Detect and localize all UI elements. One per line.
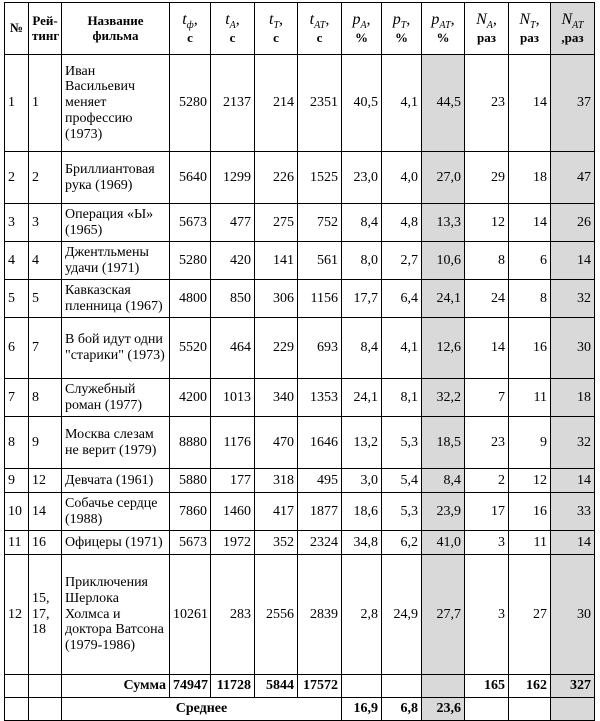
cell-tt: 141: [255, 242, 298, 280]
header-nt-unit: раз: [520, 30, 539, 46]
header-na-sym: N: [476, 11, 487, 29]
cell-rating: 15, 17, 18: [29, 555, 62, 675]
cell-title: Джентльмены удачи (1971): [62, 242, 170, 280]
cell-nt: 27: [509, 555, 551, 675]
table-row: [5, 55, 595, 152]
table-wrapper: [4, 2, 595, 721]
cell-pat: 23,9: [422, 493, 465, 531]
cell-pat: 41,0: [422, 531, 465, 555]
cell-pt: 24,9: [382, 555, 422, 675]
cell-no: 3: [5, 204, 29, 242]
header-na: $N_A$, раз: [465, 3, 509, 55]
cell-pa: 8,4: [342, 204, 382, 242]
header-ta-unit: с: [229, 30, 236, 46]
cell-pa: 8,0: [342, 242, 382, 280]
cell-no: 11: [5, 531, 29, 555]
cell-nat: 32: [551, 417, 595, 469]
cell-tt: 229: [255, 318, 298, 379]
header-tat-sym: t: [309, 11, 315, 29]
cell-pat: 24,1: [422, 280, 465, 318]
cell-pt: 2,7: [382, 242, 422, 280]
cell-title: Иван Васильевич меняет профессию (1973): [62, 55, 170, 152]
cell-no: 2: [5, 152, 29, 204]
header-tf: $t_ф$, с: [170, 3, 211, 55]
header-pt-unit: %: [395, 30, 408, 46]
cell-tt: 318: [255, 469, 298, 493]
cell-ta: 1176: [211, 417, 255, 469]
cell-rating: 2: [29, 152, 62, 204]
cell-pt: 6,4: [382, 280, 422, 318]
cell-no: 4: [5, 242, 29, 280]
header-ta-sym: t: [225, 11, 230, 29]
header-ta-sub: A: [229, 20, 236, 32]
header-pat-unit: %: [436, 30, 450, 46]
cell-tf: 4200: [170, 379, 211, 417]
cell-title: В бой идут одни "старики" (1973): [62, 318, 170, 379]
cell-pt: 5,3: [382, 417, 422, 469]
cell-nat: 18: [551, 379, 595, 417]
header-title: [62, 3, 170, 55]
cell-tat: 1353: [298, 379, 342, 417]
cell-pat: 12,6: [422, 318, 465, 379]
cell-rating: 4: [29, 242, 62, 280]
cell-na: 8: [465, 242, 509, 280]
header-tat: $t_{AT}$, с: [298, 3, 342, 55]
sum-tat: 17572: [298, 675, 342, 698]
cell-nat: 14: [551, 242, 595, 280]
cell-ta: 177: [211, 469, 255, 493]
cell-na: 3: [465, 555, 509, 675]
cell-title: Операция «Ы» (1965): [62, 204, 170, 242]
header-tat-unit: с: [316, 30, 323, 46]
avg-pt: 6,8: [382, 698, 422, 721]
cell-rating: 16: [29, 531, 62, 555]
header-nat-sym: N: [561, 11, 573, 29]
header-nt-sub: T: [530, 20, 536, 32]
avg-empty-nt: [509, 698, 551, 721]
table-row: [5, 318, 595, 379]
cell-title: Собачье сердце (1988): [62, 493, 170, 531]
cell-nat: 14: [551, 469, 595, 493]
cell-tat: 1156: [298, 280, 342, 318]
sum-na: 165: [465, 675, 509, 698]
cell-na: 17: [465, 493, 509, 531]
avg-empty-na: [465, 698, 509, 721]
cell-pa: 2,8: [342, 555, 382, 675]
header-pa: $p_A$, %: [342, 3, 382, 55]
cell-rating: 7: [29, 318, 62, 379]
header-pa-sym: p: [352, 11, 361, 29]
header-pat-sub: AT: [439, 20, 451, 32]
cell-tf: 5640: [170, 152, 211, 204]
sum-ta: 11728: [211, 675, 255, 698]
header-nat: [551, 3, 595, 55]
cell-no: 1: [5, 55, 29, 152]
header-rating: Рей-тинг: [29, 3, 62, 55]
cell-tat: 1525: [298, 152, 342, 204]
cell-pt: 5,3: [382, 493, 422, 531]
header-ta: $t_A$, с: [211, 3, 255, 55]
film-statistics-table: [4, 2, 595, 721]
cell-ta: 1299: [211, 152, 255, 204]
table-row: [5, 204, 595, 242]
sum-empty-pat: [422, 675, 465, 698]
cell-tf: 8880: [170, 417, 211, 469]
table-row: [5, 242, 595, 280]
cell-pt: 4,8: [382, 204, 422, 242]
sum-empty-no: [5, 675, 29, 698]
cell-title: Кавказская пленница (1967): [62, 280, 170, 318]
cell-na: 24: [465, 280, 509, 318]
sum-tt: 5844: [255, 675, 298, 698]
cell-tat: 752: [298, 204, 342, 242]
cell-nt: 18: [509, 152, 551, 204]
cell-pt: 5,4: [382, 469, 422, 493]
cell-no: 6: [5, 318, 29, 379]
cell-nt: 9: [509, 417, 551, 469]
table-row: [5, 417, 595, 469]
cell-tt: 214: [255, 55, 298, 152]
cell-rating: 5: [29, 280, 62, 318]
cell-nt: 6: [509, 242, 551, 280]
cell-ta: 464: [211, 318, 255, 379]
cell-nat: 33: [551, 493, 595, 531]
header-tt: $t_T$, с: [255, 3, 298, 55]
header-pt-sub: T: [400, 20, 407, 32]
avg-row: [5, 698, 595, 721]
cell-tt: 275: [255, 204, 298, 242]
cell-nat: 30: [551, 318, 595, 379]
cell-na: 14: [465, 318, 509, 379]
cell-nat: 14: [551, 531, 595, 555]
header-title-line1: Название: [87, 12, 144, 28]
sum-label: Сумма: [62, 675, 170, 698]
cell-rating: 9: [29, 417, 62, 469]
cell-pat: 27,7: [422, 555, 465, 675]
avg-empty-rating: [29, 698, 62, 721]
cell-pt: 4,0: [382, 152, 422, 204]
avg-pa: 16,9: [342, 698, 382, 721]
cell-tat: 1877: [298, 493, 342, 531]
cell-title: Бриллиантовая рука (1969): [62, 152, 170, 204]
cell-na: 7: [465, 379, 509, 417]
cell-rating: 3: [29, 204, 62, 242]
cell-pa: 34,8: [342, 531, 382, 555]
cell-tf: 5673: [170, 531, 211, 555]
cell-no: 7: [5, 379, 29, 417]
header-row: [5, 3, 595, 55]
header-nat-unit: ,раз: [561, 30, 584, 46]
cell-tt: 306: [255, 280, 298, 318]
table-row: [5, 469, 595, 493]
cell-rating: 1: [29, 55, 62, 152]
table-row: [5, 555, 595, 675]
cell-tat: 693: [298, 318, 342, 379]
cell-pa: 23,0: [342, 152, 382, 204]
cell-na: 2: [465, 469, 509, 493]
cell-pat: 32,2: [422, 379, 465, 417]
cell-title: Девчата (1961): [62, 469, 170, 493]
cell-na: 23: [465, 55, 509, 152]
sum-empty-pa: [342, 675, 382, 698]
cell-rating: 12: [29, 469, 62, 493]
sum-nt: 162: [509, 675, 551, 698]
cell-pt: 4,1: [382, 55, 422, 152]
cell-tat: 2839: [298, 555, 342, 675]
header-no: №: [5, 3, 29, 55]
cell-tf: 5880: [170, 469, 211, 493]
cell-nt: 16: [509, 493, 551, 531]
sum-tf: 74947: [170, 675, 211, 698]
header-tf-sub: ф: [186, 20, 194, 32]
cell-na: 29: [465, 152, 509, 204]
table-row: [5, 280, 595, 318]
cell-nt: 11: [509, 379, 551, 417]
sum-nat: 327: [551, 675, 595, 698]
cell-na: 12: [465, 204, 509, 242]
cell-title: Москва слезам не верит (1979): [62, 417, 170, 469]
cell-pat: 27,0: [422, 152, 465, 204]
cell-tt: 226: [255, 152, 298, 204]
cell-title: Приключения Шерлока Холмса и доктора Ватсона (1979-1986): [62, 555, 170, 675]
cell-pa: 24,1: [342, 379, 382, 417]
avg-label: Среднее: [62, 698, 342, 721]
cell-title: Служебный роман (1977): [62, 379, 170, 417]
cell-tf: 5520: [170, 318, 211, 379]
cell-ta: 1972: [211, 531, 255, 555]
cell-ta: 420: [211, 242, 255, 280]
header-pat: $p_{AT}$, %: [422, 3, 465, 55]
cell-rating: 8: [29, 379, 62, 417]
cell-nt: 14: [509, 55, 551, 152]
cell-tf: 10261: [170, 555, 211, 675]
avg-empty-nat: [551, 698, 595, 721]
header-na-sub: A: [486, 20, 493, 32]
header-nt-sym: N: [519, 11, 531, 29]
sum-empty-pt: [382, 675, 422, 698]
cell-tt: 352: [255, 531, 298, 555]
cell-no: 10: [5, 493, 29, 531]
cell-tf: 5280: [170, 55, 211, 152]
cell-tat: 2324: [298, 531, 342, 555]
header-tf-sym: t: [182, 11, 187, 29]
header-pa-sub: A: [360, 20, 367, 32]
cell-pa: 17,7: [342, 280, 382, 318]
cell-pa: 8,4: [342, 318, 382, 379]
table-row: [5, 531, 595, 555]
cell-nt: 8: [509, 280, 551, 318]
cell-pat: 13,3: [422, 204, 465, 242]
cell-pa: 40,5: [342, 55, 382, 152]
cell-pat: 44,5: [422, 55, 465, 152]
cell-pat: 8,4: [422, 469, 465, 493]
cell-no: 12: [5, 555, 29, 675]
cell-pat: 10,6: [422, 242, 465, 280]
cell-ta: 2137: [211, 55, 255, 152]
sum-empty-rating: [29, 675, 62, 698]
cell-ta: 1013: [211, 379, 255, 417]
cell-no: 5: [5, 280, 29, 318]
cell-na: 23: [465, 417, 509, 469]
header-tf-unit: с: [187, 30, 193, 46]
cell-tf: 7860: [170, 493, 211, 531]
cell-ta: 1460: [211, 493, 255, 531]
cell-pat: 18,5: [422, 417, 465, 469]
header-pa-unit: %: [355, 30, 368, 46]
cell-nat: 32: [551, 280, 595, 318]
cell-nt: 12: [509, 469, 551, 493]
cell-no: 9: [5, 469, 29, 493]
header-pt-sym: p: [392, 11, 401, 29]
cell-tt: 2556: [255, 555, 298, 675]
cell-tt: 470: [255, 417, 298, 469]
cell-pt: 8,1: [382, 379, 422, 417]
header-tt-sub: T: [273, 20, 279, 32]
table-row: [5, 379, 595, 417]
header-tat-sub: AT: [314, 20, 326, 32]
avg-empty-no: [5, 698, 29, 721]
header-tt-sym: t: [268, 11, 274, 29]
cell-na: 3: [465, 531, 509, 555]
cell-tf: 5673: [170, 204, 211, 242]
header-pt: $p_T$, %: [382, 3, 422, 55]
avg-pat: 23,6: [422, 698, 465, 721]
cell-nat: 30: [551, 555, 595, 675]
cell-tt: 417: [255, 493, 298, 531]
cell-tf: 4800: [170, 280, 211, 318]
cell-nat: 47: [551, 152, 595, 204]
cell-pa: 3,0: [342, 469, 382, 493]
cell-pa: 13,2: [342, 417, 382, 469]
cell-title: Офицеры (1971): [62, 531, 170, 555]
cell-rating: 14: [29, 493, 62, 531]
cell-pt: 4,1: [382, 318, 422, 379]
cell-nt: 16: [509, 318, 551, 379]
cell-ta: 283: [211, 555, 255, 675]
cell-tat: 561: [298, 242, 342, 280]
table-body: [5, 55, 595, 675]
header-nat-sub: AT: [572, 20, 584, 32]
cell-tt: 340: [255, 379, 298, 417]
cell-tf: 5280: [170, 242, 211, 280]
header-pat-sym: p: [431, 11, 440, 29]
cell-ta: 477: [211, 204, 255, 242]
cell-tat: 495: [298, 469, 342, 493]
cell-tat: 1646: [298, 417, 342, 469]
cell-no: 8: [5, 417, 29, 469]
cell-nt: 11: [509, 531, 551, 555]
sum-row: [5, 675, 595, 698]
header-title-line2: фильма: [92, 27, 139, 43]
cell-nt: 14: [509, 204, 551, 242]
table-row: [5, 152, 595, 204]
header-tt-unit: с: [273, 30, 279, 46]
cell-pa: 18,6: [342, 493, 382, 531]
cell-tat: 2351: [298, 55, 342, 152]
cell-ta: 850: [211, 280, 255, 318]
header-na-unit: раз: [477, 30, 496, 46]
cell-nat: 26: [551, 204, 595, 242]
cell-pt: 6,2: [382, 531, 422, 555]
cell-nat: 37: [551, 55, 595, 152]
table-row: [5, 493, 595, 531]
header-nt: $N_T$, раз: [509, 3, 551, 55]
